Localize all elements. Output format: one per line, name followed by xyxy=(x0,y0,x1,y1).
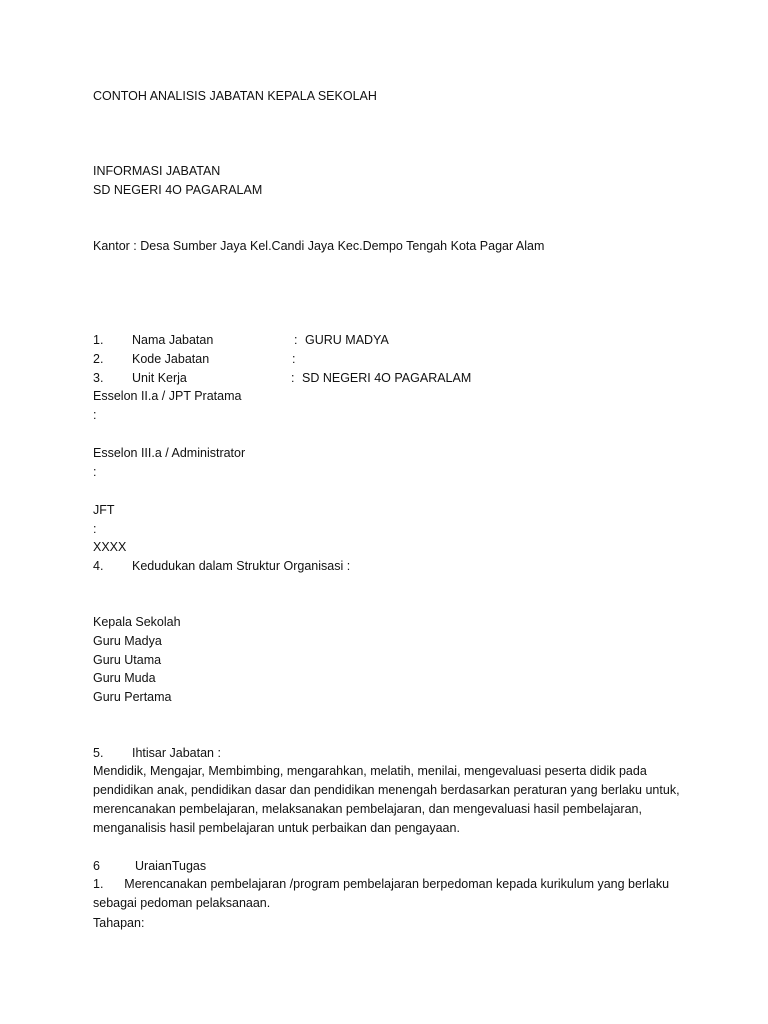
jft-colon: : xyxy=(93,522,97,536)
section4-heading xyxy=(93,558,693,574)
eselon3-label: Esselon III.a / Administrator xyxy=(93,446,246,460)
info-heading: INFORMASI JABATAN xyxy=(93,164,221,178)
structure-item: Guru Muda xyxy=(93,671,156,685)
item-colon: : xyxy=(291,371,295,385)
structure-item: Guru Utama xyxy=(93,653,162,667)
jft-label: JFT xyxy=(93,503,115,517)
item-nama-jabatan xyxy=(93,332,693,348)
item-unit-kerja xyxy=(93,370,693,386)
task-text: Merencanakan pembelajaran /program pembelajaran berpedoman kepada kurikulum yang berlaku sebagai pedoman pelaksanaan. xyxy=(93,877,670,910)
structure-item: Guru Pertama xyxy=(93,690,172,704)
item-label: Nama Jabatan xyxy=(132,333,214,347)
section5-paragraph: Mendidik, Mengajar, Membimbing, mengarahkan, melatih, menilai, mengevaluasi peserta didik pada pendidikan anak, pendidikan dasar dan pendidikan menengah berdasarkan peraturan yang berlaku untuk, merencanakan pembelajaran, melaksanakan pembelajaran, dan mengevaluasi hasil pembelajaran, menganalisis hasil pembelajaran untuk perbaikan dan pengayaan. xyxy=(93,764,680,835)
item-label: Unit Kerja xyxy=(132,371,187,385)
item-colon: : xyxy=(294,333,298,347)
item-number: 2. xyxy=(93,352,104,366)
item-colon: : xyxy=(292,352,296,366)
item-value: GURU MADYA xyxy=(305,333,389,347)
item-number: 3. xyxy=(93,371,104,385)
structure-item: Guru Madya xyxy=(93,634,162,648)
eselon2-label: Esselon II.a / JPT Pratama xyxy=(93,389,242,403)
tahapan-label: Tahapan: xyxy=(93,916,145,930)
eselon2-colon: : xyxy=(93,408,97,422)
item-number: 1. xyxy=(93,333,104,347)
item-label: Kode Jabatan xyxy=(132,352,210,366)
section6-heading xyxy=(93,858,693,874)
item-kode-jabatan xyxy=(93,351,693,367)
section-label: Kedudukan dalam Struktur Organisasi : xyxy=(132,559,351,573)
structure-item: Kepala Sekolah xyxy=(93,615,181,629)
task-number: 1. xyxy=(93,877,104,891)
jft-value: XXXX xyxy=(93,540,127,554)
section5-heading xyxy=(93,745,693,761)
item-value: SD NEGERI 4O PAGARALAM xyxy=(302,371,472,385)
document-title: CONTOH ANALISIS JABATAN KEPALA SEKOLAH xyxy=(93,89,377,103)
section-number: 5. xyxy=(93,746,104,760)
section-label: Ihtisar Jabatan : xyxy=(132,746,221,760)
section-label: UraianTugas xyxy=(135,859,207,873)
task1-paragraph xyxy=(93,875,683,913)
eselon3-colon: : xyxy=(93,465,97,479)
section-number: 4. xyxy=(93,559,104,573)
kantor-line: Kantor : Desa Sumber Jaya Kel.Candi Jaya Kec.Dempo Tengah Kota Pagar Alam xyxy=(93,239,545,253)
school-name: SD NEGERI 4O PAGARALAM xyxy=(93,183,263,197)
section-number: 6 xyxy=(93,859,100,873)
